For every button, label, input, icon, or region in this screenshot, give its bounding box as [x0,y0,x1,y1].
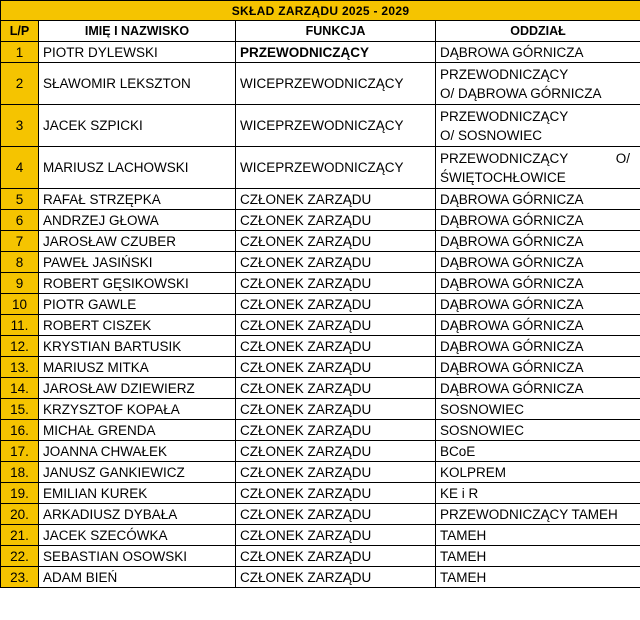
table-row [1,147,640,189]
row-name: ADAM BIEŃ [39,567,236,588]
branch-line: O/ SOSNOWIEC [440,127,543,143]
header-branch: ODDZIAŁ [436,21,640,42]
row-name: KRYSTIAN BARTUSIK [39,336,236,357]
row-function: PRZEWODNICZĄCY [236,42,436,63]
table-title: SKŁAD ZARZĄDU 2025 - 2029 [1,1,640,21]
table-row [1,462,640,483]
table-row [1,294,640,315]
row-name: ROBERT CISZEK [39,315,236,336]
table-row [1,231,640,252]
row-function: CZŁONEK ZARZĄDU [236,546,436,567]
table-row [1,189,640,210]
row-branch: TAMEH [436,525,640,546]
row-function: WICEPRZEWODNICZĄCY [236,105,436,147]
header-lp: L/P [1,21,39,42]
row-number: 3 [1,105,39,147]
row-number: 2 [1,63,39,105]
row-name: MARIUSZ MITKA [39,357,236,378]
row-branch: DĄBROWA GÓRNICZA [436,357,640,378]
row-number: 18. [1,462,39,483]
row-number: 22. [1,546,39,567]
table-row [1,504,640,525]
branch-part: PRZEWODNICZĄCY [440,150,569,166]
row-branch: DĄBROWA GÓRNICZA [436,294,640,315]
row-branch: DĄBROWA GÓRNICZA [436,378,640,399]
row-function: CZŁONEK ZARZĄDU [236,567,436,588]
row-number: 10 [1,294,39,315]
row-function: CZŁONEK ZARZĄDU [236,504,436,525]
table-row [1,525,640,546]
row-number: 13. [1,357,39,378]
branch-line: ŚWIĘTOCHŁOWICE [440,169,566,185]
row-function: CZŁONEK ZARZĄDU [236,210,436,231]
row-number: 16. [1,420,39,441]
row-branch: SOSNOWIEC [436,399,640,420]
row-function: CZŁONEK ZARZĄDU [236,336,436,357]
row-branch: KE i R [436,483,640,504]
row-name: RAFAŁ STRZĘPKA [39,189,236,210]
branch-line: PRZEWODNICZĄCY [440,66,569,82]
row-name: JACEK SZPICKI [39,105,236,147]
row-function: CZŁONEK ZARZĄDU [236,420,436,441]
row-name: PIOTR DYLEWSKI [39,42,236,63]
row-function: WICEPRZEWODNICZĄCY [236,63,436,105]
row-name: JANUSZ GANKIEWICZ [39,462,236,483]
row-branch [436,105,640,147]
header-row [1,21,640,42]
table-row [1,63,640,105]
row-name: JACEK SZECÓWKA [39,525,236,546]
table-row [1,210,640,231]
row-branch: DĄBROWA GÓRNICZA [436,273,640,294]
row-number: 21. [1,525,39,546]
row-branch: PRZEWODNICZĄCY TAMEH [436,504,640,525]
row-name: JAROSŁAW CZUBER [39,231,236,252]
row-branch: DĄBROWA GÓRNICZA [436,210,640,231]
row-number: 20. [1,504,39,525]
row-branch: TAMEH [436,567,640,588]
row-name: SŁAWOMIR LEKSZTON [39,63,236,105]
row-name: JAROSŁAW DZIEWIERZ [39,378,236,399]
row-branch: BCoE [436,441,640,462]
title-row [1,1,640,21]
table-row [1,546,640,567]
row-number: 9 [1,273,39,294]
row-branch [436,63,640,105]
row-number: 5 [1,189,39,210]
row-function: CZŁONEK ZARZĄDU [236,252,436,273]
row-name: ANDRZEJ GŁOWA [39,210,236,231]
table-row [1,420,640,441]
row-name: MICHAŁ GRENDA [39,420,236,441]
row-name: PAWEŁ JASIŃSKI [39,252,236,273]
row-function: WICEPRZEWODNICZĄCY [236,147,436,189]
row-number: 1 [1,42,39,63]
row-name: ROBERT GĘSIKOWSKI [39,273,236,294]
row-branch: DĄBROWA GÓRNICZA [436,336,640,357]
row-branch [436,147,640,189]
row-branch: KOLPREM [436,462,640,483]
branch-line [440,149,640,168]
row-function: CZŁONEK ZARZĄDU [236,189,436,210]
row-name: ARKADIUSZ DYBAŁA [39,504,236,525]
row-function: CZŁONEK ZARZĄDU [236,483,436,504]
row-branch: DĄBROWA GÓRNICZA [436,315,640,336]
row-name: MARIUSZ LACHOWSKI [39,147,236,189]
table-row [1,483,640,504]
row-function: CZŁONEK ZARZĄDU [236,294,436,315]
table-row [1,42,640,63]
row-number: 11. [1,315,39,336]
branch-line: O/ DĄBROWA GÓRNICZA [440,85,602,101]
table-row [1,399,640,420]
row-branch: DĄBROWA GÓRNICZA [436,42,640,63]
row-number: 19. [1,483,39,504]
header-name: IMIĘ I NAZWISKO [39,21,236,42]
row-function: CZŁONEK ZARZĄDU [236,441,436,462]
row-number: 4 [1,147,39,189]
table-row [1,273,640,294]
row-function: CZŁONEK ZARZĄDU [236,231,436,252]
row-number: 6 [1,210,39,231]
row-number: 14. [1,378,39,399]
row-name: EMILIAN KUREK [39,483,236,504]
row-branch: DĄBROWA GÓRNICZA [436,189,640,210]
table-row [1,567,640,588]
row-branch: SOSNOWIEC [436,420,640,441]
table-row [1,441,640,462]
row-name: SEBASTIAN OSOWSKI [39,546,236,567]
row-function: CZŁONEK ZARZĄDU [236,357,436,378]
row-number: 7 [1,231,39,252]
row-number: 15. [1,399,39,420]
row-function: CZŁONEK ZARZĄDU [236,525,436,546]
table-row [1,315,640,336]
row-branch: TAMEH [436,546,640,567]
row-name: JOANNA CHWAŁEK [39,441,236,462]
row-number: 23. [1,567,39,588]
row-function: CZŁONEK ZARZĄDU [236,273,436,294]
row-branch: DĄBROWA GÓRNICZA [436,231,640,252]
row-number: 12. [1,336,39,357]
row-function: CZŁONEK ZARZĄDU [236,378,436,399]
row-function: CZŁONEK ZARZĄDU [236,462,436,483]
table-row [1,336,640,357]
row-number: 8 [1,252,39,273]
row-function: CZŁONEK ZARZĄDU [236,399,436,420]
header-function: FUNKCJA [236,21,436,42]
branch-part: O/ [615,150,631,166]
table-row [1,378,640,399]
table-row [1,252,640,273]
branch-line: PRZEWODNICZĄCY [440,108,569,124]
row-number: 17. [1,441,39,462]
row-name: PIOTR GAWLE [39,294,236,315]
row-name: KRZYSZTOF KOPAŁA [39,399,236,420]
table-row [1,357,640,378]
row-function: CZŁONEK ZARZĄDU [236,315,436,336]
table-row [1,105,640,147]
row-branch: DĄBROWA GÓRNICZA [436,252,640,273]
